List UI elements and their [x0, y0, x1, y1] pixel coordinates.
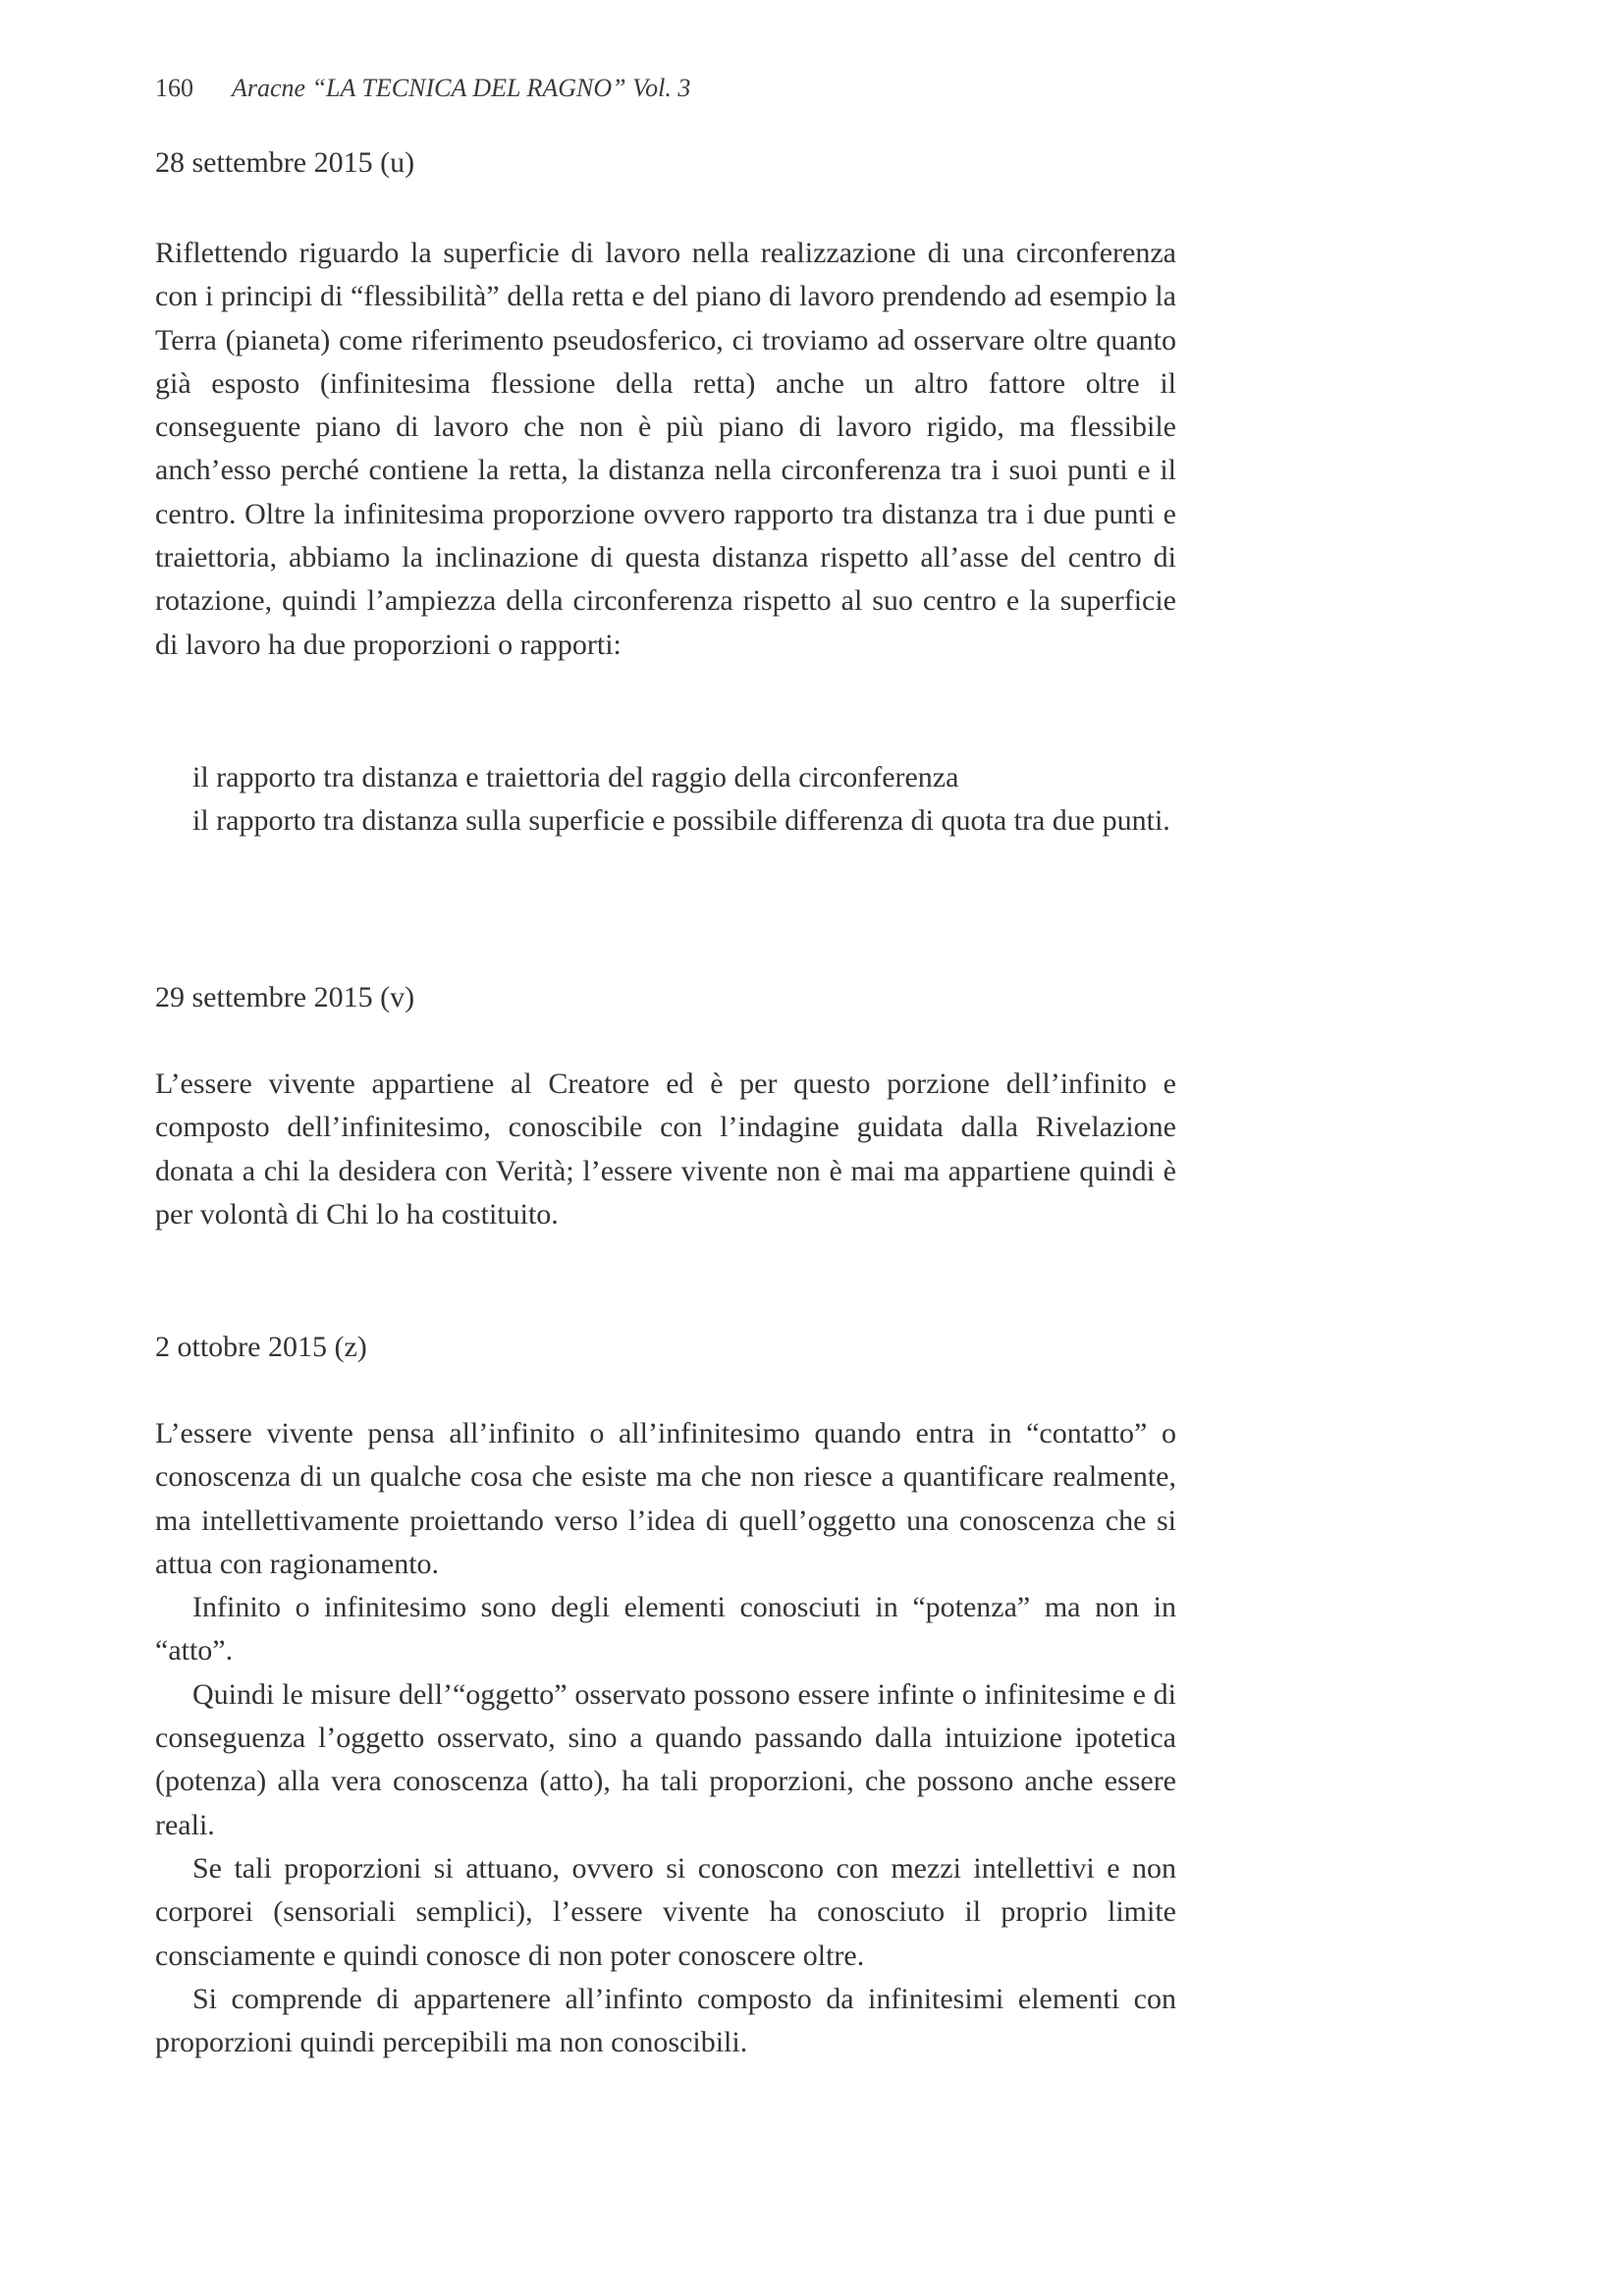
entry-body [155, 1063, 1176, 1236]
paragraph: L’essere vivente appartiene al Creatore ed è per questo porzione dell’infinito e composto dell’infinitesimo, conoscibile con l’indagine guidata dalla Rivelazione donata a chi la desidera con Verità; l’essere vivente non è mai ma appartiene quindi è per volontà di Chi lo ha costituito. [155, 1067, 1176, 1230]
paragraph: Riflettendo riguardo la superficie di lavoro nella realizzazione di una circonferenza con i principi di “flessibilità” della retta e del piano di lavoro prendendo ad esempio la Terra (pianeta) come riferimento pseudosferico, ci troviamo ad osservare oltre quanto già esposto (infinitesima flessione della retta) anche un altro fattore oltre il conseguente piano di lavoro che non è più piano di lavoro rigido, ma flessibile anch’esso perché contiene la retta, la distanza nella circonferenza tra i suoi punti e il centro. Oltre la infinitesima proporzione ovvero rapporto tra distanza tra i due punti e traiettoria, abbiamo la inclinazione di questa distanza rispetto all’asse del centro di rotazione, quindi l’ampiezza della circonferenza rispetto al suo centro e la superficie di lavoro ha due proporzioni o rapporti: [155, 237, 1176, 661]
list-item: il rapporto tra distanza e traiettoria del raggio della circonferenza [192, 761, 959, 793]
entry-body [155, 232, 1176, 667]
entry-date: 28 settembre 2015 (u) [155, 146, 415, 179]
page-number: 160 [155, 74, 193, 102]
running-head [155, 71, 690, 106]
running-title: Aracne “LA TECNICA DEL RAGNO” Vol. 3 [232, 74, 691, 102]
entry-body [155, 1412, 1176, 2064]
paragraph: Infinito o infinitesimo sono degli elementi conosciuti in “potenza” ma non in “atto”. [155, 1591, 1176, 1667]
document-page [155, 0, 1176, 2296]
paragraph: L’essere vivente pensa all’infinito o all’infinitesimo quando entra in “contatto” o conoscenza di un qualche cosa che esiste ma che non riesce a quantificare realmente, ma intellettivamente proiettando verso l’idea di quell’oggetto una conoscenza che si attua con ragionamento. [155, 1417, 1176, 1580]
paragraph: Se tali proporzioni si attuano, ovvero si conoscono con mezzi intellettivi e non corporei (sensoriali semplici), l’essere vivente ha conosciuto il proprio limite consciamente e quindi conosce di non poter conoscere oltre. [155, 1851, 1176, 1972]
entry-date: 29 settembre 2015 (v) [155, 981, 415, 1013]
entry-date: 2 ottobre 2015 (z) [155, 1331, 367, 1363]
list-item: il rapporto tra distanza sulla superficie e possibile differenza di quota tra due punti. [192, 804, 1170, 838]
paragraph: Si comprende di appartenere all’infinto composto da infinitesimi elementi con proporzioni quindi percepibili ma non conoscibili. [155, 1982, 1176, 2059]
paragraph: Quindi le misure dell’“oggetto” osservato possono essere infinte o infinitesime e di conseguenza l’oggetto osservato, sino a quando passando dalla intuizione ipotetica (potenza) alla vera conoscenza (atto), ha tali proporzioni, che possono anche essere reali. [155, 1677, 1176, 1841]
bullet-list [192, 756, 1176, 844]
